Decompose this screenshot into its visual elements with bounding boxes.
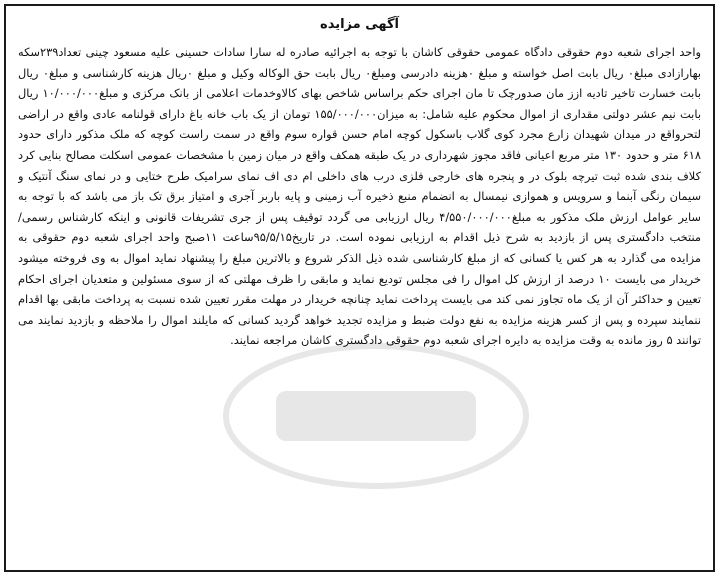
notice-title: آگهی مزایده	[320, 17, 399, 32]
notice-frame	[4, 4, 715, 572]
notice-body: واحد اجرای شعبه دوم حقوقی دادگاه عمومی حقوقی کاشان با توجه به اجرائیه صادره له سارا سادات حسینی علیه مسعود چینی تعداد۲۳۹سکه بهارازادی مبلغ۰ ریال بابت اصل خواسته و مبلغ ۰هزینه دادرسی ومبلغ۰ ریال بابت حق الوکاله وکیل و مبلغ ۰ریال هزینه کارشناسی و مبلغ۰ ریال بابت خسارت تاخیر تادیه ازز مان صدورچک تا مان اجرای حکم براساس شاخص بهای کالاوخدمات اعلامی از بانک مرکزی و مبلغ۱۰/۰۰۰/۰۰۰ ریال بابت نیم عشر دولتی مقداری از اموال محکوم علیه شامل: به میزان۱۵۵/۰۰۰/۰۰۰ تومان از یک باب خانه باغ دارای قولنامه عادی واقع در اراضی لتحرواقع در میدان شهیدان زارع مجرد کوی گلاب باسکول کوچه امام حسن قواره سوم واقع در سمت راست کوچه که ملک مذکور دارای حدود ۶۱۸ متر و حدود ۱۳۰ متر مربع اعیانی فاقد مجوز شهرداری در یک طبقه همکف واقع در میان زمین با مشخصات عمومی اسکلت مصالح بنایی کرد کلاف بندی شده ثبت تیرچه بلوک در و پنجره های خارجی فلزی درب های داخلی ام دی اف نمای سرامیک طرح ختایی و در نمای سنگ آنتیک و سیمان رنگی آبنما و سرویس و هموازی نیمسال به انضمام منبع ذخیره آب زمینی و پایه باربر آجری و امتیاز برق تک باز می باشد که با توجه به سایر عوامل ارزش ملک مذکور به مبلغ۴/۵۵۰/۰۰۰/۰۰۰ ریال ارزیابی می گردد توقیف پس از جری تشریفات قانونی و اینکه کارشناس رسمی/ منتخب دادگستری پس از بازدید به شرح ذیل اقدام به ارزیابی نموده است. در تاریخ۹۵/۵/۱۵ساعت ۱۱صبح واحد اجرای شعبه دوم حقوقی به مزایده می گذارد به هر کس یا کسانی که از مبلغ کارشناسی شده ذیل الذکر شروع و بالاترین مبلغ را پیشنهاد نماید اموال به وی فروخته میشود خریدار می بایست ۱۰ درصد از ارزش کل اموال را فی مجلس تودیع نماید و مابقی را ظرف مهلتی که از سوی مسئولین و متعدیان اجرای احکام تعیین و حداکثر آن از یک ماه تجاوز نمی کند می بایست پرداخت نماید چنانچه خریدار در مهلت مقرر تعیین شده نسبت به پرداخت مابقی بها اقدام ننمایند سپرده و پس از کسر هزینه مزایده به نفع دولت ضبط و مزایده تجدید خواهد گردید کسانی که مایلند اموال را ملاحظه و بازدید نمایند می توانند ۵ روز مانده به وقت مزایده به دایره اجرای شعبه دوم حقوقی دادگستری کاشان مراجعه نمایند.	[18, 45, 701, 348]
